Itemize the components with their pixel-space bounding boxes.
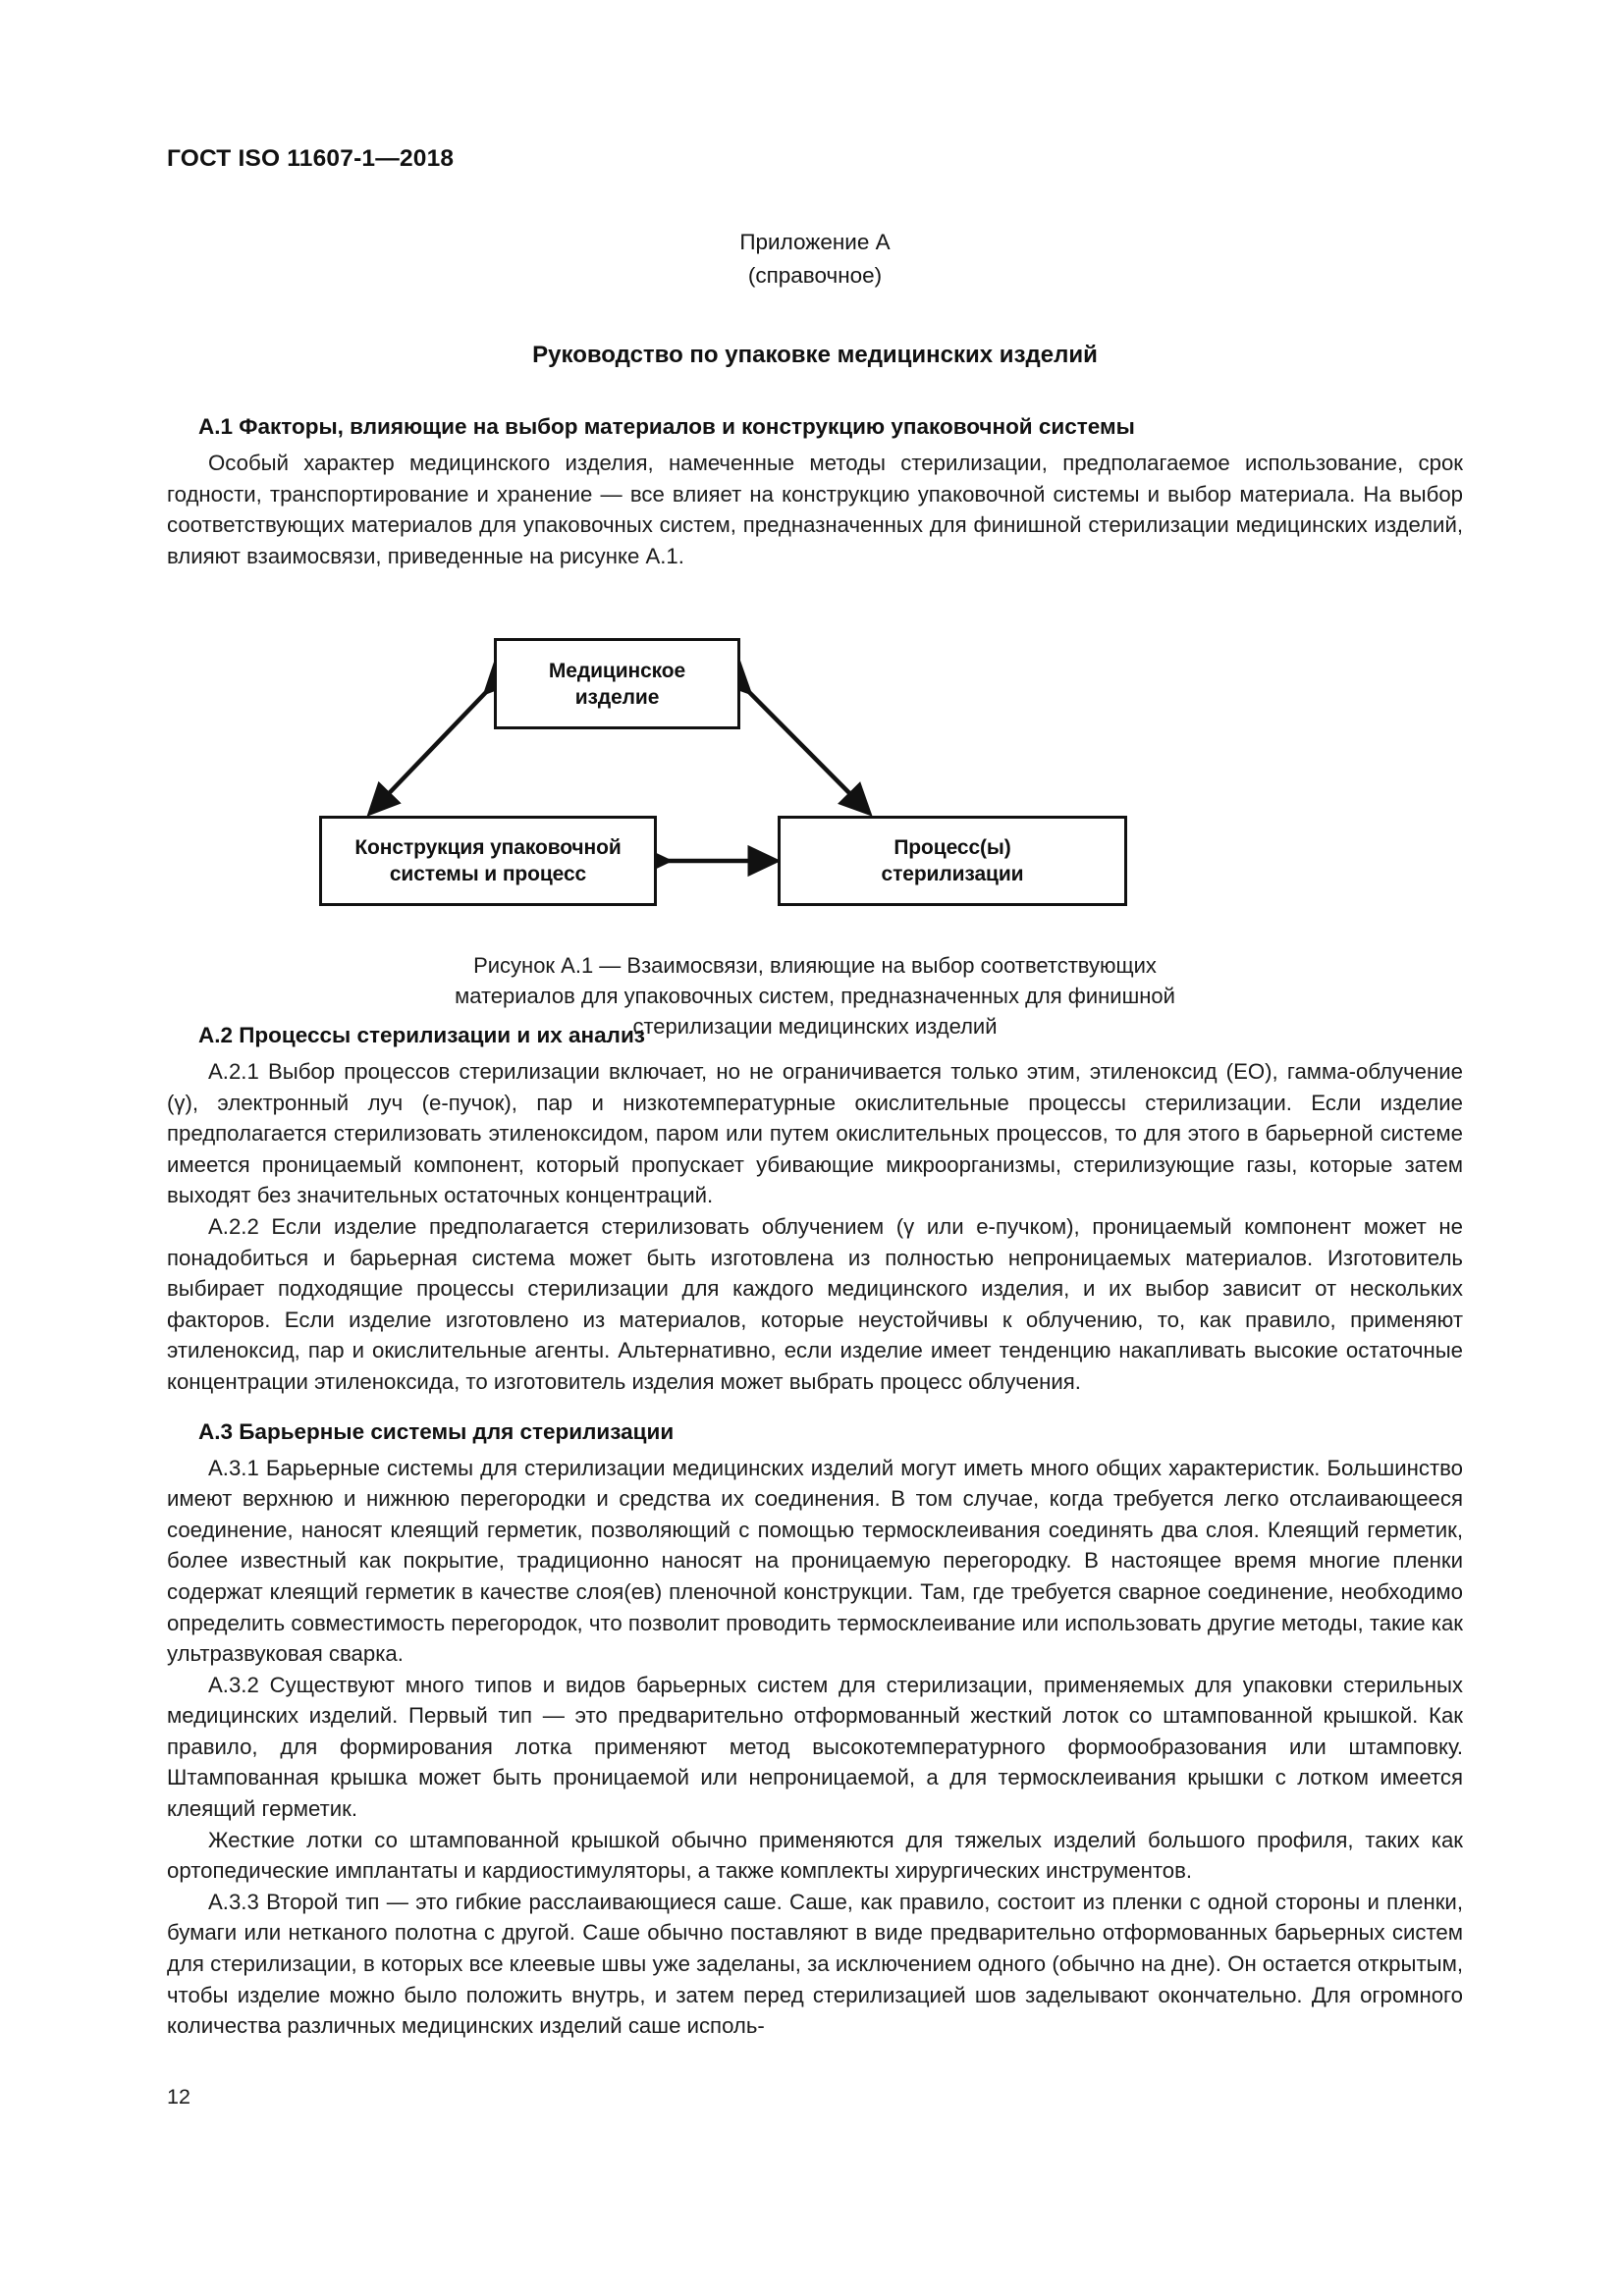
figure-caption-line3: стерилизации медицинских изделий — [632, 1014, 998, 1039]
figure-caption-line1: Рисунок А.1 — Взаимосвязи, влияющие на выбор соответствующих — [473, 953, 1157, 978]
figure-caption-line2: материалов для упаковочных систем, предназначенных для финишной — [455, 984, 1175, 1008]
diagram-box-packaging-system — [319, 816, 657, 906]
paragraph-a3-2b: Жесткие лотки со штампованной крышкой обычно применяются для тяжелых изделий большого профиля, таких как ортопедические имплантаты и кардиостимуляторы, а также комплекты хирургических инструментов. — [167, 1827, 1463, 1884]
section-heading-a2: A.2 Процессы стерилизации и их анализ — [198, 1023, 645, 1047]
annex-heading-block — [167, 226, 1463, 293]
document-body-lower — [167, 1021, 1463, 2042]
diagram-box-medical-device — [494, 638, 740, 729]
diagram-box-packaging-line2: системы и процесс — [389, 863, 587, 885]
paragraph-a3-1: A.3.1 Барьерные системы для стерилизации медицинских изделий могут иметь много общих характеристик. Большинство имеют верхнюю и нижнюю перегородки и средства их соединения. В том случае, когда требуется легко отслаивающееся соединение, наносят клеящий герметик, позволяющий с помощью термосклеивания соединять два слоя. Клеящий герметик, более известный как покрытие, традиционно наносят на проницаемую перегородку. В настоящее время многие пленки содержат клеящий герметик в качестве слоя(ев) пленочной конструкции. Там, где требуется сварное соединение, необходимо определить совместимость перегородок, что позволит проводить термосклеивание или использовать другие методы, такие как ультразвуковая сварка. — [167, 1455, 1463, 1667]
figure-a1 — [167, 611, 1463, 1041]
paragraph-a2-2: A.2.2 Если изделие предполагается стерилизовать облучением (γ или е-пучком), проницаемый компонент может не понадобиться и барьерная система может быть изготовлена из полностью непроницаемых материалов. Изготовитель выбирает подходящие процессы стерилизации для каждого медицинского изделия, и их выбор зависит от нескольких факторов. Если изделие изготовлено из материалов, которые неустойчивы к облучению, то, как правило, применяют этиленоксид, пар и окислительные агенты. Альтернативно, если изделие имеет тенденцию накапливать высокие остаточные концентрации этиленоксида, то изготовитель изделия может выбрать процесс облучения. — [167, 1213, 1463, 1394]
annex-title: Руководство по упаковке медицинских изделий — [532, 342, 1098, 368]
page-number: 12 — [167, 2085, 190, 2109]
diagram-box-packaging-line1: Конструкция упаковочной — [354, 836, 622, 859]
spacer — [167, 1398, 1463, 1417]
diagram-box-sterilization-line2: стерилизации — [881, 863, 1024, 885]
relationship-diagram — [167, 611, 1463, 895]
diagram-box-sterilization-line1: Процесс(ы) — [893, 836, 1011, 859]
paragraph-a3-2: A.3.2 Существуют много типов и видов барьерных систем для стерилизации, применяемых для упаковки стерильных медицинских изделий. Первый тип — это предварительно отформованный жесткий лоток со штампованной крышкой. Как правило, для формирования лотка применяют метод высокотемпературного формообразования или штамповку. Штампованная крышка может быть проницаемой или непроницаемой, а для термосклеивания крышки с лотком имеется клеящий герметик. — [167, 1672, 1463, 1822]
annex-label: Приложение А — [739, 230, 891, 254]
running-header: ГОСТ ISO 11607-1—2018 — [167, 145, 455, 172]
document-body — [167, 412, 1463, 571]
paragraph-a1: Особый характер медицинского изделия, намеченные методы стерилизации, предполагаемое использование, срок годности, транспортирование и хранение — все влияет на конструкцию упаковочной системы и выбор материала. На выбор соответствующих материалов для упаковочных систем, предназначенных для финишной стерилизации медицинских изделий, влияют взаимосвязи, приведенные на рисунке А.1. — [167, 451, 1463, 568]
paragraph-a2-1: A.2.1 Выбор процессов стерилизации включает, но не ограничивается только этим, этиленоксид (ЕО), гамма-облучение (γ), электронный луч (е-пучок), пар и низкотемпературные окислительные процессы стерилизации. Если изделие предполагается стерилизовать этиленоксидом, паром или путем окислительных процессов, то для этого в барьерной системе имеется проницаемый компонент, который пропускает убивающие микроорганизмы, стерилизующие газы, которые затем выходят без значительных остаточных концентраций. — [167, 1059, 1463, 1208]
diagram-box-device-line1: Медицинское — [548, 659, 686, 682]
diagram-box-device-line2: изделие — [574, 685, 660, 709]
section-heading-a1: A.1 Факторы, влияющие на выбор материалов и конструкцию упаковочной системы — [198, 414, 1135, 439]
diagram-box-sterilization-process — [778, 816, 1127, 906]
annex-kind: (справочное) — [747, 263, 883, 288]
section-heading-a3: A.3 Барьерные системы для стерилизации — [198, 1418, 675, 1444]
paragraph-a3-3: A.3.3 Второй тип — это гибкие расслаивающиеся саше. Саше, как правило, состоит из пленки с одной стороны и пленки, бумаги или нетканого полотна с другой. Саше обычно поставляют в виде предварительно отформованных барьерных систем для стерилизации, в которых все клеевые швы уже заделаны, за исключением одного (обычно на дне). Он остается открытым, чтобы изделие можно было положить внутрь, и затем перед стерилизацией шов заделывают окончательно. Для огромного количества различных медицинских изделий саше исполь- — [167, 1889, 1463, 2039]
